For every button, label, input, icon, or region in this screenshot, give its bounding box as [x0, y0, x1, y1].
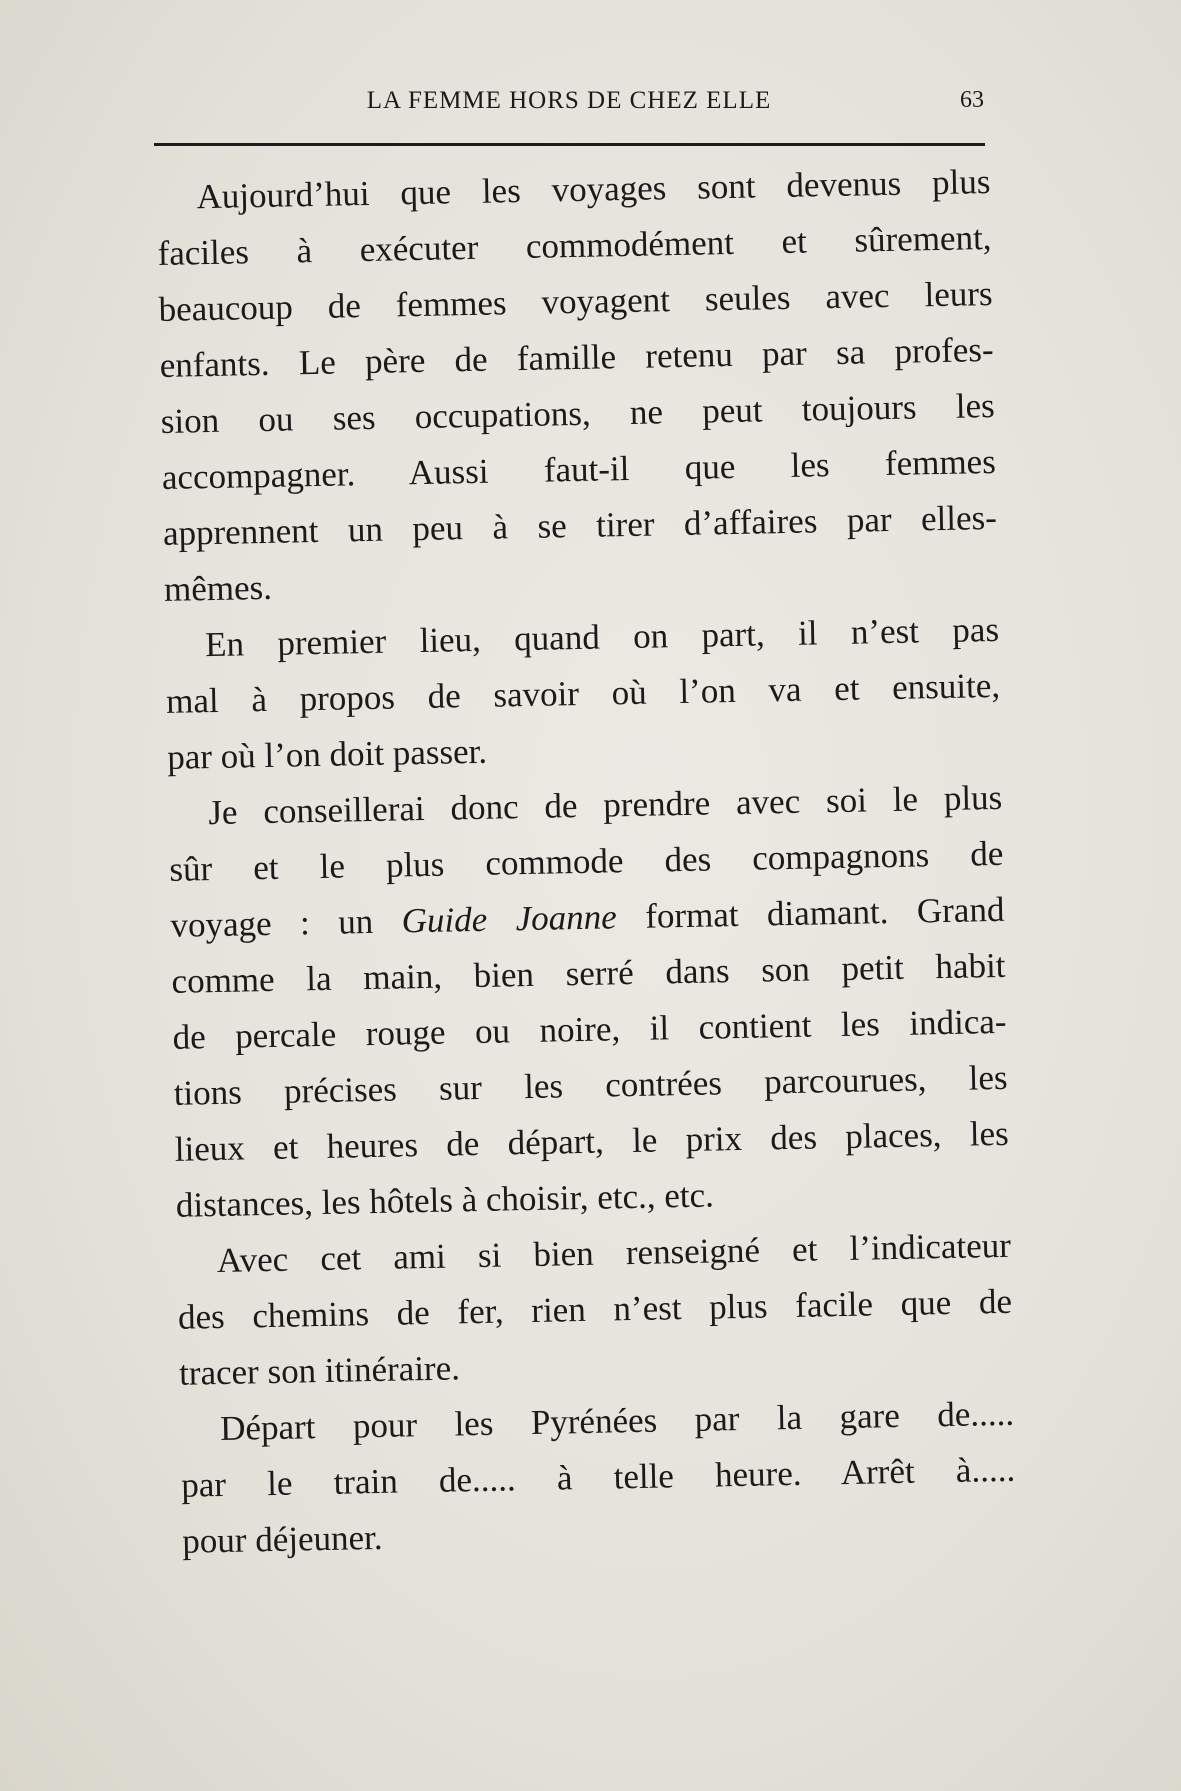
text-line: lieux et heures de départ, le prix des places, les	[174, 1113, 1010, 1169]
text-line: Avec cet ami si bien renseigné et l’indicateur	[216, 1225, 1012, 1281]
text-line: pour déjeuner.	[181, 1517, 383, 1561]
text-line: enfants. Le père de famille retenu par sa profes-	[159, 329, 994, 385]
text-line: tracer son itinéraire.	[178, 1348, 461, 1393]
text-line: Aujourd’hui que les voyages sont devenus plus	[196, 161, 991, 217]
body-text	[156, 154, 1017, 1570]
text-line: faciles à exécuter commodément et sûrement,	[157, 217, 992, 273]
page-number: 63	[960, 87, 984, 113]
text-line: apprennent un peu à se tirer d’affaires par elles-	[162, 497, 998, 553]
text-line: comme la main, bien serré dans son petit habit	[171, 945, 1006, 1001]
text-line: distances, les hôtels à choisir, etc., etc.	[175, 1175, 715, 1225]
text-line: En premier lieu, quand on part, il n’est pas	[204, 609, 1000, 665]
text-line: par le train de..... à telle heure. Arrêt à.....	[180, 1449, 1016, 1505]
text-line: sion ou ses occupations, ne peut toujours les	[160, 385, 996, 441]
text-line: sûr et le plus commode des compagnons de	[169, 833, 1004, 889]
text-line: des chemins de fer, rien n’est plus facile que de	[177, 1281, 1013, 1337]
text-line: mêmes.	[163, 567, 273, 609]
text-segment: voyage : un	[170, 901, 403, 945]
text-line: accompagner. Aussi faut-il que les femmes	[161, 441, 997, 497]
running-head	[154, 84, 984, 120]
text-line: Je conseillerai donc de prendre avec soi le plus	[207, 777, 1003, 833]
text-line: Départ pour les Pyrénées par la gare de.....	[219, 1393, 1015, 1448]
italic-title: Guide Joanne	[401, 897, 618, 941]
header-rule	[154, 143, 985, 146]
text-line: de percale rouge ou noire, il contient les indica-	[172, 1001, 1007, 1057]
text-line: mal à propos de savoir où l’on va et ensuite,	[165, 665, 1001, 721]
running-head-title: LA FEMME HORS DE CHEZ ELLE	[366, 87, 772, 114]
text-line: tions précises sur les contrées parcourues, les	[173, 1057, 1008, 1113]
text-line: par où l’on doit passer.	[166, 731, 488, 777]
text-line: beaucoup de femmes voyagent seules avec leurs	[158, 273, 993, 329]
text-segment: format diamant. Grand	[616, 889, 1005, 937]
